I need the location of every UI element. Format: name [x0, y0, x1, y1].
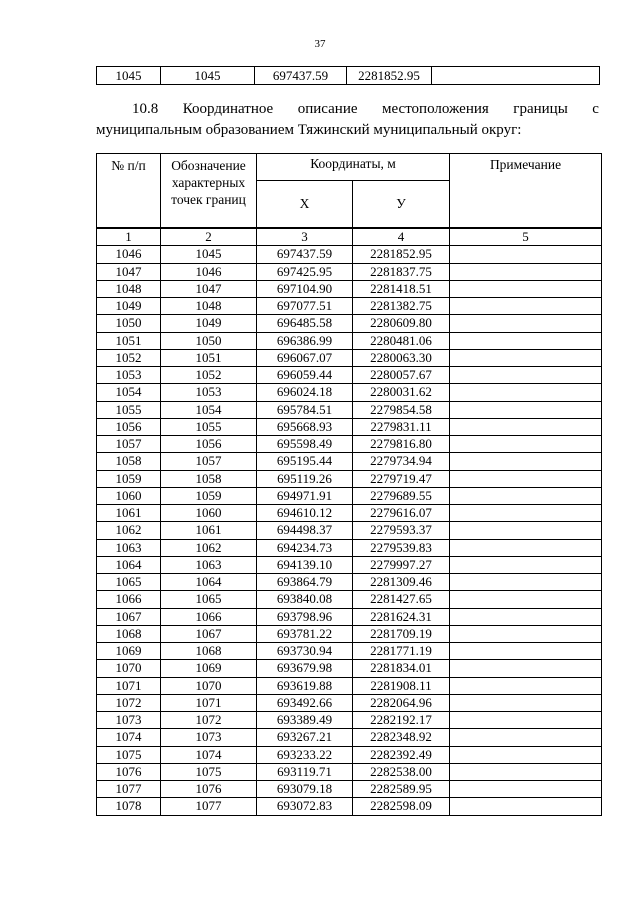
table-row — [97, 781, 602, 798]
row-number-cell: 1048 — [97, 280, 161, 297]
table-row — [97, 470, 602, 487]
point-cell: 1055 — [161, 418, 257, 435]
point-cell: 1048 — [161, 298, 257, 315]
y-coordinate-cell: 2282589.95 — [353, 781, 450, 798]
note-cell — [450, 522, 602, 539]
y-coordinate-cell: 2281852.95 — [353, 246, 450, 263]
x-coordinate-cell: 693798.96 — [257, 608, 353, 625]
row-number-cell: 1073 — [97, 712, 161, 729]
note-cell — [450, 781, 602, 798]
y-coordinate-cell: 2282598.09 — [353, 798, 450, 815]
table-row — [97, 694, 602, 711]
note-cell — [450, 729, 602, 746]
row-number-cell: 1057 — [97, 436, 161, 453]
note-cell — [450, 367, 602, 384]
table-row — [97, 556, 602, 573]
note-cell — [450, 418, 602, 435]
point-cell: 1070 — [161, 677, 257, 694]
x-coordinate-cell: 694971.91 — [257, 487, 353, 504]
x-coordinate-cell: 694498.37 — [257, 522, 353, 539]
row-number-cell: 1059 — [97, 470, 161, 487]
note-cell — [450, 746, 602, 763]
table-row — [97, 677, 602, 694]
x-coordinate-cell: 695195.44 — [257, 453, 353, 470]
note-cell — [450, 298, 602, 315]
point-cell: 1066 — [161, 608, 257, 625]
table-row — [97, 505, 602, 522]
x-coordinate-cell: 697437.59 — [255, 67, 347, 85]
column-number: 3 — [257, 229, 353, 246]
section-heading-line2: муниципальным образованием Тяжинский муниципальный округ: — [96, 122, 522, 138]
header-x: X — [257, 180, 353, 227]
y-coordinate-cell: 2281771.19 — [353, 643, 450, 660]
table-row — [97, 332, 602, 349]
y-coordinate-cell: 2279593.37 — [353, 522, 450, 539]
point-cell: 1052 — [161, 367, 257, 384]
header-coordinates: Координаты, м — [257, 154, 450, 181]
x-coordinate-cell: 696059.44 — [257, 367, 353, 384]
table-row — [97, 746, 602, 763]
x-coordinate-cell: 697077.51 — [257, 298, 353, 315]
y-coordinate-cell: 2282192.17 — [353, 712, 450, 729]
row-number-cell: 1074 — [97, 729, 161, 746]
row-number-cell: 1070 — [97, 660, 161, 677]
table-row — [97, 67, 600, 85]
x-coordinate-cell: 693492.66 — [257, 694, 353, 711]
note-cell — [450, 625, 602, 642]
y-coordinate-cell: 2279719.47 — [353, 470, 450, 487]
table-row — [97, 763, 602, 780]
x-coordinate-cell: 693079.18 — [257, 781, 353, 798]
y-coordinate-cell: 2281837.75 — [353, 263, 450, 280]
y-coordinate-cell: 2281382.75 — [353, 298, 450, 315]
row-number-cell: 1065 — [97, 574, 161, 591]
note-cell — [450, 556, 602, 573]
x-coordinate-cell: 693389.49 — [257, 712, 353, 729]
table-row — [97, 660, 602, 677]
x-coordinate-cell: 693679.98 — [257, 660, 353, 677]
row-number-cell: 1061 — [97, 505, 161, 522]
table-row — [97, 608, 602, 625]
x-coordinate-cell: 697425.95 — [257, 263, 353, 280]
point-cell: 1062 — [161, 539, 257, 556]
table-row — [97, 625, 602, 642]
header-point-designation: Обозначение характерных точек границ — [161, 154, 257, 228]
column-number-row — [97, 229, 602, 246]
note-cell — [450, 349, 602, 366]
point-cell: 1064 — [161, 574, 257, 591]
y-coordinate-cell: 2281834.01 — [353, 660, 450, 677]
row-number-cell: 1060 — [97, 487, 161, 504]
x-coordinate-cell: 693619.88 — [257, 677, 353, 694]
point-cell: 1047 — [161, 280, 257, 297]
point-cell: 1077 — [161, 798, 257, 815]
table-row — [97, 246, 602, 263]
x-coordinate-cell: 693072.83 — [257, 798, 353, 815]
y-coordinate-cell: 2282348.92 — [353, 729, 450, 746]
point-cell: 1060 — [161, 505, 257, 522]
y-coordinate-cell: 2279816.80 — [353, 436, 450, 453]
y-coordinate-cell: 2279689.55 — [353, 487, 450, 504]
point-cell: 1076 — [161, 781, 257, 798]
row-number-cell: 1069 — [97, 643, 161, 660]
point-cell: 1069 — [161, 660, 257, 677]
note-cell — [450, 677, 602, 694]
note-cell — [450, 332, 602, 349]
x-coordinate-cell: 695119.26 — [257, 470, 353, 487]
x-coordinate-cell: 694610.12 — [257, 505, 353, 522]
continuation-table — [96, 66, 600, 85]
x-coordinate-cell: 695668.93 — [257, 418, 353, 435]
table-row — [97, 539, 602, 556]
y-coordinate-cell: 2282538.00 — [353, 763, 450, 780]
row-number-cell: 1078 — [97, 798, 161, 815]
note-cell — [450, 263, 602, 280]
point-cell: 1046 — [161, 263, 257, 280]
x-coordinate-cell: 695784.51 — [257, 401, 353, 418]
point-cell: 1058 — [161, 470, 257, 487]
y-coordinate-cell: 2279997.27 — [353, 556, 450, 573]
coordinates-table — [96, 228, 602, 816]
row-number-cell: 1052 — [97, 349, 161, 366]
point-cell: 1054 — [161, 401, 257, 418]
heading-word: Координатное — [182, 101, 274, 117]
x-coordinate-cell: 697437.59 — [257, 246, 353, 263]
table-row — [97, 315, 602, 332]
table-header — [96, 153, 602, 228]
y-coordinate-cell: 2281309.46 — [353, 574, 450, 591]
row-number-cell: 1045 — [97, 67, 161, 85]
note-cell — [450, 712, 602, 729]
y-coordinate-cell: 2279539.83 — [353, 539, 450, 556]
point-cell: 1061 — [161, 522, 257, 539]
point-cell: 1067 — [161, 625, 257, 642]
table-row — [97, 384, 602, 401]
x-coordinate-cell: 693840.08 — [257, 591, 353, 608]
note-cell — [450, 487, 602, 504]
row-number-cell: 1062 — [97, 522, 161, 539]
x-coordinate-cell: 697104.90 — [257, 280, 353, 297]
x-coordinate-cell: 693730.94 — [257, 643, 353, 660]
table-row — [97, 487, 602, 504]
x-coordinate-cell: 693119.71 — [257, 763, 353, 780]
point-cell: 1072 — [161, 712, 257, 729]
table-row — [97, 418, 602, 435]
y-coordinate-cell: 2280057.67 — [353, 367, 450, 384]
note-cell — [450, 384, 602, 401]
row-number-cell: 1066 — [97, 591, 161, 608]
point-cell: 1075 — [161, 763, 257, 780]
heading-word: границы — [513, 101, 568, 117]
column-number: 4 — [353, 229, 450, 246]
header-y: У — [353, 180, 450, 227]
point-cell: 1050 — [161, 332, 257, 349]
note-cell — [450, 694, 602, 711]
y-coordinate-cell: 2282064.96 — [353, 694, 450, 711]
point-cell: 1071 — [161, 694, 257, 711]
row-number-cell: 1058 — [97, 453, 161, 470]
point-cell: 1045 — [161, 246, 257, 263]
row-number-cell: 1055 — [97, 401, 161, 418]
x-coordinate-cell: 695598.49 — [257, 436, 353, 453]
point-cell: 1059 — [161, 487, 257, 504]
y-coordinate-cell: 2279854.58 — [353, 401, 450, 418]
y-coordinate-cell: 2279616.07 — [353, 505, 450, 522]
x-coordinate-cell: 693864.79 — [257, 574, 353, 591]
table-row — [97, 574, 602, 591]
row-number-cell: 1047 — [97, 263, 161, 280]
table-row — [97, 298, 602, 315]
table-row — [97, 798, 602, 815]
table-row — [97, 712, 602, 729]
x-coordinate-cell: 696485.58 — [257, 315, 353, 332]
note-cell — [450, 401, 602, 418]
row-number-cell: 1064 — [97, 556, 161, 573]
note-cell — [450, 574, 602, 591]
table-row — [97, 453, 602, 470]
table-row — [97, 591, 602, 608]
note-cell — [450, 280, 602, 297]
y-coordinate-cell: 2280031.62 — [353, 384, 450, 401]
y-coordinate-cell: 2281427.65 — [353, 591, 450, 608]
row-number-cell: 1063 — [97, 539, 161, 556]
note-cell — [450, 315, 602, 332]
header-number: № п/п — [97, 154, 161, 228]
y-coordinate-cell: 2282392.49 — [353, 746, 450, 763]
page-number: 37 — [314, 38, 326, 50]
row-number-cell: 1050 — [97, 315, 161, 332]
x-coordinate-cell: 694234.73 — [257, 539, 353, 556]
point-cell: 1057 — [161, 453, 257, 470]
row-number-cell: 1071 — [97, 677, 161, 694]
point-cell: 1049 — [161, 315, 257, 332]
note-cell — [450, 643, 602, 660]
table-row — [97, 263, 602, 280]
column-number: 2 — [161, 229, 257, 246]
heading-word: описание — [297, 101, 358, 117]
note-cell — [450, 470, 602, 487]
point-cell: 1045 — [161, 67, 255, 85]
section-number: 10.8 — [132, 101, 159, 117]
note-cell — [450, 453, 602, 470]
row-number-cell: 1049 — [97, 298, 161, 315]
point-cell: 1053 — [161, 384, 257, 401]
point-cell: 1074 — [161, 746, 257, 763]
row-number-cell: 1072 — [97, 694, 161, 711]
point-cell: 1065 — [161, 591, 257, 608]
row-number-cell: 1075 — [97, 746, 161, 763]
x-coordinate-cell: 693781.22 — [257, 625, 353, 642]
column-number: 5 — [450, 229, 602, 246]
point-cell: 1056 — [161, 436, 257, 453]
note-cell — [450, 436, 602, 453]
y-coordinate-cell: 2280481.06 — [353, 332, 450, 349]
note-cell — [450, 505, 602, 522]
point-cell: 1063 — [161, 556, 257, 573]
note-cell — [450, 539, 602, 556]
row-number-cell: 1067 — [97, 608, 161, 625]
x-coordinate-cell: 696024.18 — [257, 384, 353, 401]
table-row — [97, 280, 602, 297]
y-coordinate-cell: 2281908.11 — [353, 677, 450, 694]
point-cell: 1051 — [161, 349, 257, 366]
y-coordinate-cell: 2280063.30 — [353, 349, 450, 366]
heading-word: местоположения — [382, 101, 489, 117]
note-cell — [450, 798, 602, 815]
point-cell: 1073 — [161, 729, 257, 746]
row-number-cell: 1051 — [97, 332, 161, 349]
y-coordinate-cell: 2281418.51 — [353, 280, 450, 297]
point-cell: 1068 — [161, 643, 257, 660]
note-cell — [450, 763, 602, 780]
note-cell — [450, 591, 602, 608]
section-heading-line1 — [96, 99, 599, 120]
x-coordinate-cell: 696386.99 — [257, 332, 353, 349]
note-cell — [450, 246, 602, 263]
y-coordinate-cell: 2280609.80 — [353, 315, 450, 332]
table-row — [97, 522, 602, 539]
heading-word: с — [592, 101, 599, 117]
row-number-cell: 1053 — [97, 367, 161, 384]
row-number-cell: 1068 — [97, 625, 161, 642]
table-row — [97, 367, 602, 384]
x-coordinate-cell: 693233.22 — [257, 746, 353, 763]
row-number-cell: 1054 — [97, 384, 161, 401]
x-coordinate-cell: 696067.07 — [257, 349, 353, 366]
y-coordinate-cell: 2281709.19 — [353, 625, 450, 642]
row-number-cell: 1076 — [97, 763, 161, 780]
row-number-cell: 1046 — [97, 246, 161, 263]
note-cell — [450, 660, 602, 677]
note-cell — [432, 67, 600, 85]
header-note: Примечание — [450, 154, 602, 228]
table-row — [97, 643, 602, 660]
note-cell — [450, 608, 602, 625]
row-number-cell: 1077 — [97, 781, 161, 798]
table-row — [97, 729, 602, 746]
y-coordinate-cell: 2279831.11 — [353, 418, 450, 435]
x-coordinate-cell: 693267.21 — [257, 729, 353, 746]
column-number: 1 — [97, 229, 161, 246]
y-coordinate-cell: 2281624.31 — [353, 608, 450, 625]
table-row — [97, 401, 602, 418]
section-heading — [96, 99, 599, 141]
y-coordinate-cell: 2279734.94 — [353, 453, 450, 470]
x-coordinate-cell: 694139.10 — [257, 556, 353, 573]
row-number-cell: 1056 — [97, 418, 161, 435]
table-row — [97, 349, 602, 366]
table-row — [97, 436, 602, 453]
y-coordinate-cell: 2281852.95 — [347, 67, 432, 85]
